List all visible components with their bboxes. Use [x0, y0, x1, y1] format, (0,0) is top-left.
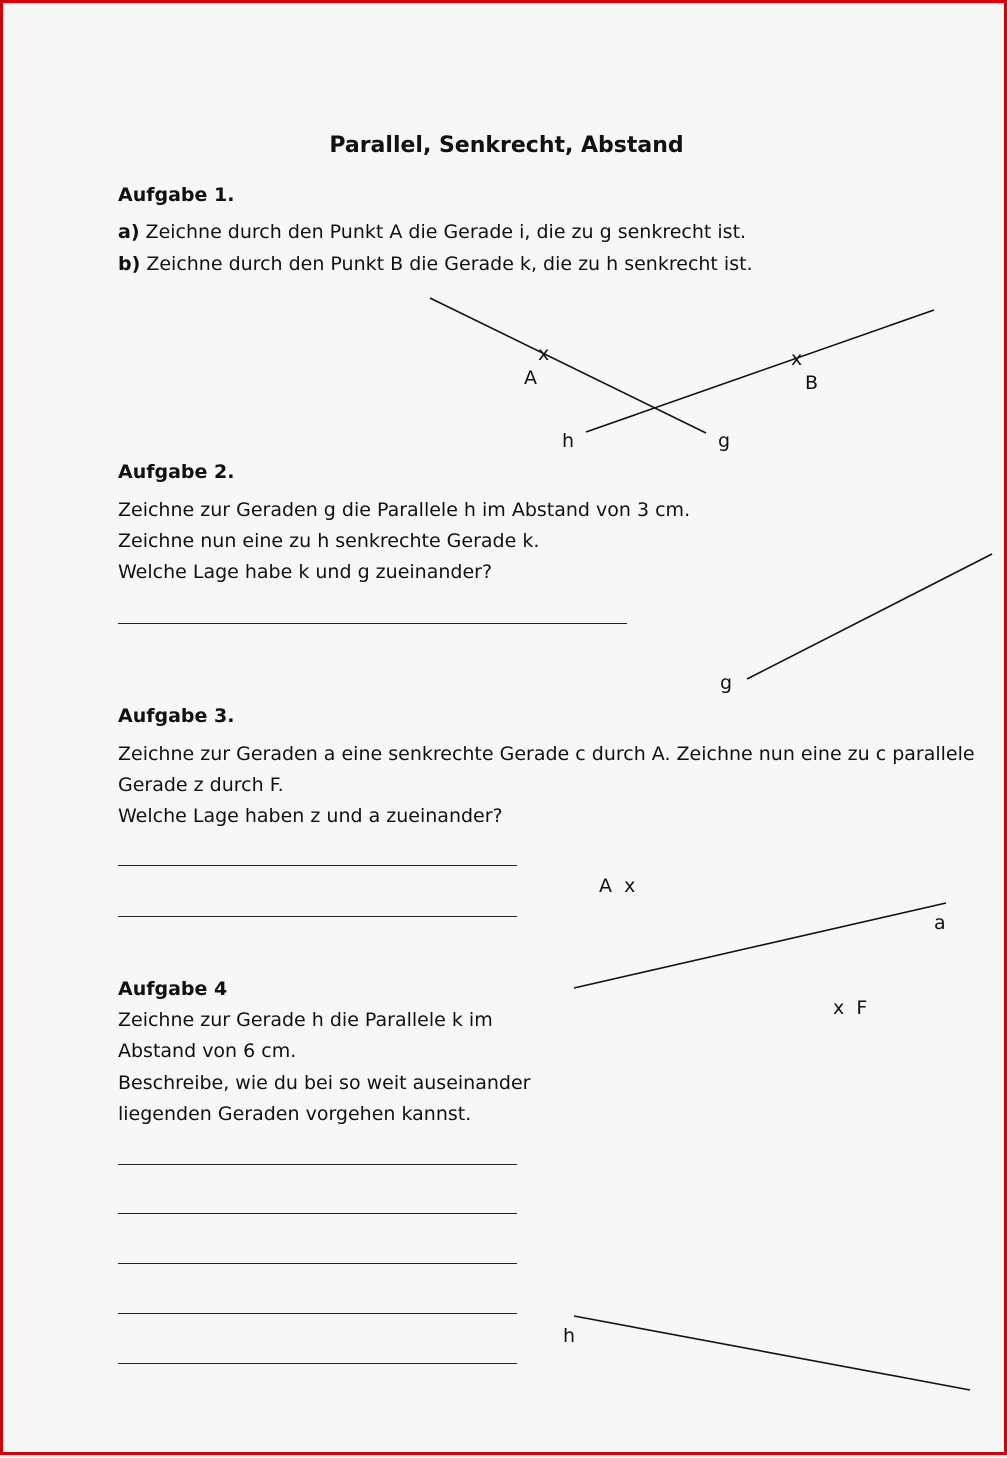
task-1a-body: Zeichne durch den Punkt A die Gerade i, die zu g senkrecht ist.: [139, 221, 747, 243]
task-3-line-3: Welche Lage haben z und a zueinander?: [118, 805, 503, 827]
task-3-line-2: Gerade z durch F.: [118, 774, 284, 796]
task-2-line-3: Welche Lage habe k und g zueinander?: [118, 561, 493, 583]
task-2-line-1: Zeichne zur Geraden g die Parallele h im Abstand von 3 cm.: [118, 499, 691, 521]
line-h-label: h: [562, 430, 575, 452]
line-h-task-1: [586, 310, 934, 432]
line-g-task-1: [430, 298, 706, 433]
task-4-heading: Aufgabe 4: [118, 978, 228, 1000]
geometry-figures: [3, 3, 1007, 1458]
task-3-line-1: Zeichne zur Geraden a eine senkrechte Gerade c durch A. Zeichne nun eine zu c parallele: [118, 743, 975, 765]
task-3-heading: Aufgabe 3.: [118, 705, 235, 727]
point-a-label: A x: [599, 875, 636, 897]
task-1b-prefix: b): [118, 253, 141, 275]
point-a-mark: x: [538, 343, 550, 365]
line-g-label: g: [718, 430, 731, 452]
point-b-mark: x: [791, 348, 803, 370]
line-a-task-3: [574, 903, 946, 988]
line-h-task-4: [574, 1316, 970, 1390]
point-f-label: x F: [833, 997, 868, 1019]
line-g-task-2: [747, 554, 992, 679]
task-4-line-2: Abstand von 6 cm.: [118, 1040, 297, 1062]
task-4-line-1: Zeichne zur Gerade h die Parallele k im: [118, 1009, 493, 1031]
task-1a-prefix: a): [118, 221, 140, 243]
page-title: Parallel, Senkrecht, Abstand: [329, 133, 684, 158]
task-1b-body: Zeichne durch den Punkt B die Gerade k, die zu h senkrecht ist.: [140, 253, 753, 275]
point-b-label: B: [805, 372, 819, 394]
point-a-label: A: [524, 367, 537, 389]
line-g-label: g: [720, 672, 733, 694]
task-4-line-4: liegenden Geraden vorgehen kannst.: [118, 1103, 472, 1125]
task-2-line-2: Zeichne nun eine zu h senkrechte Gerade k.: [118, 530, 540, 552]
line-h-label: h: [563, 1325, 576, 1347]
task-2-heading: Aufgabe 2.: [118, 461, 235, 483]
task-1-heading: Aufgabe 1.: [118, 184, 235, 206]
task-4-line-3: Beschreibe, wie du bei so weit auseinander: [118, 1072, 531, 1094]
line-a-label: a: [934, 912, 946, 934]
